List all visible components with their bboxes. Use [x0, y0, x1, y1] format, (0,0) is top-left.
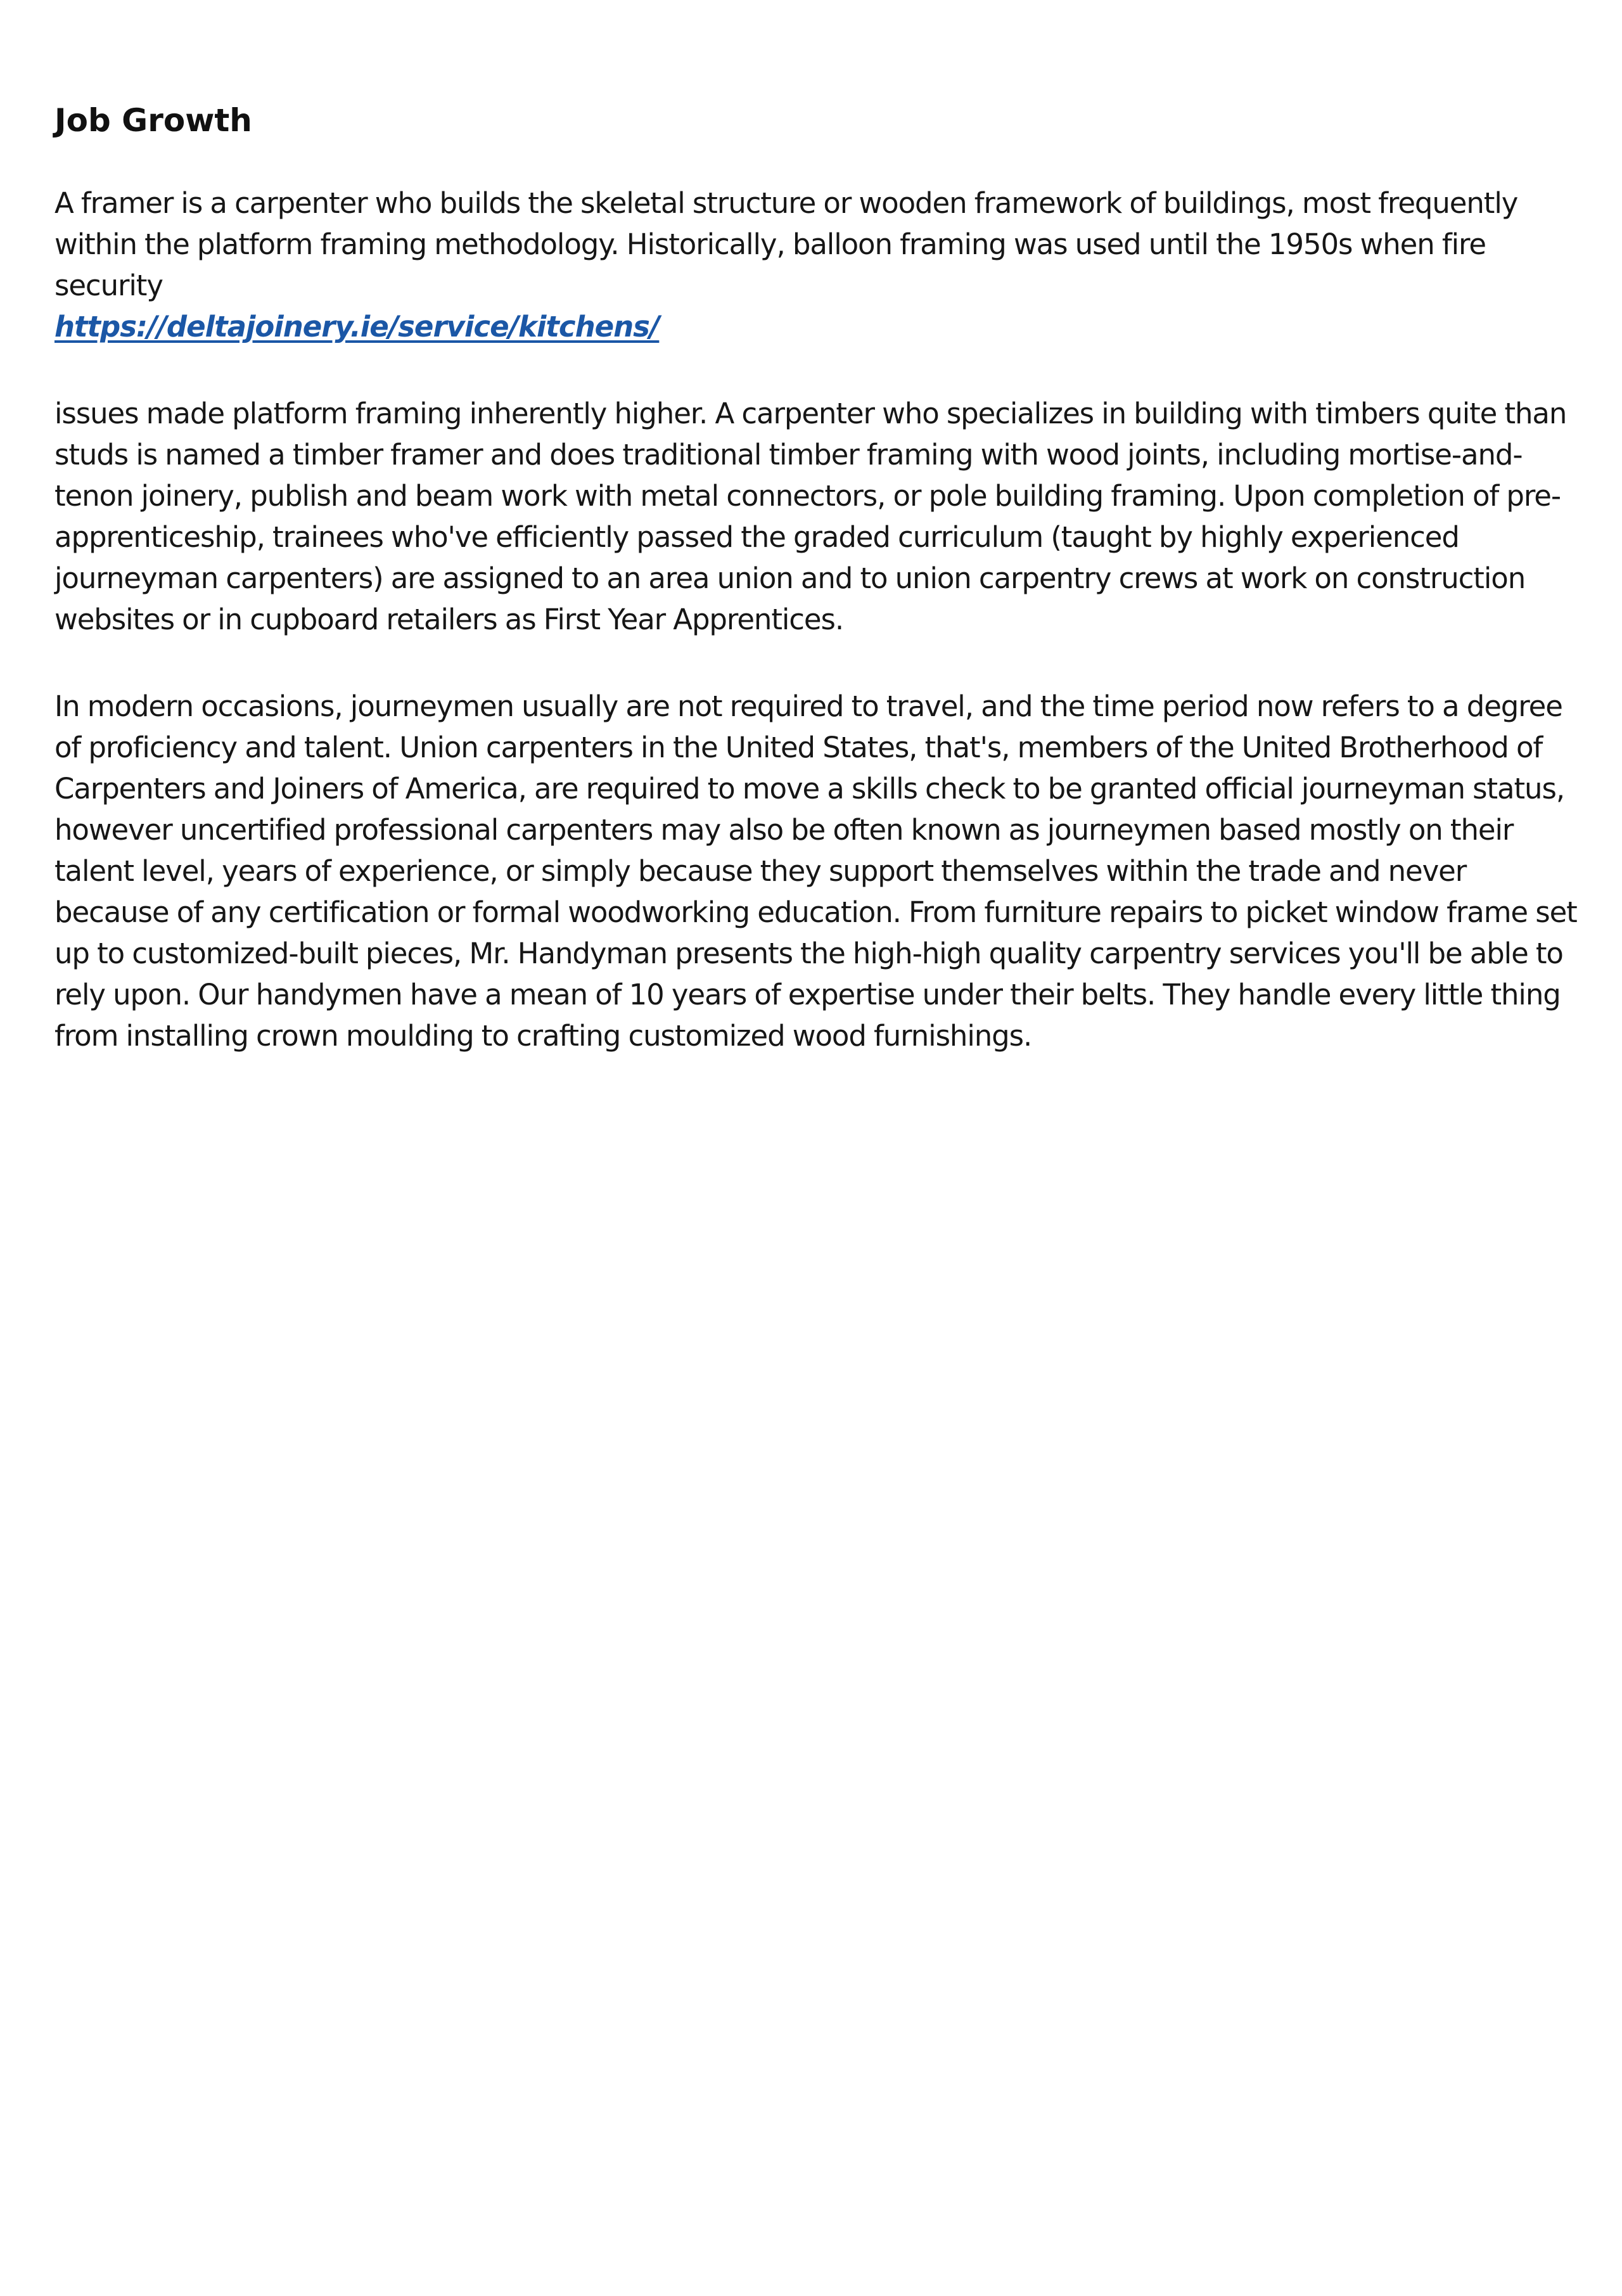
paragraph-intro-text: A framer is a carpenter who builds the skeletal structure or wooden framework of buildings, most frequently within the platform framing methodology. Historically, balloon framing was used until the 1950s when fire security [54, 186, 1518, 302]
page-title: Job Growth [54, 102, 252, 139]
paragraph-intro [54, 183, 1588, 347]
paragraph-journeymen: In modern occasions, journeymen usually are not required to travel, and the time period now refers to a degree of proficiency and talent. Union carpenters in the United States, that's, members of the United Brotherhood of Carpenters and Joiners of America, are required to move a skills check to be granted official journeyman status, however uncertified professional carpenters may also be often known as journeymen based mostly on their talent level, years of experience, or simply because they support themselves within the trade and never because of any certification or formal woodworking education. From furniture repairs to picket window frame set up to customized-built pieces, Mr. Handyman presents the high-high quality carpentry services you'll be able to rely upon. Our handymen have a mean of 10 years of expertise under their belts. They handle every little thing from installing crown moulding to crafting customized wood furnishings. [54, 689, 1577, 1053]
document-page [54, 95, 1588, 1056]
deltajoinery-link[interactable]: https://deltajoinery.ie/service/kitchens/ [54, 310, 660, 343]
paragraph-timber-framing: issues made platform framing inherently higher. A carpenter who specializes in building with timbers quite than studs is named a timber framer and does traditional timber framing with wood joints, including mortise-and-tenon joinery, publish and beam work with metal connectors, or pole building framing. Upon completion of pre-apprenticeship, trainees who've efficiently passed the graded curriculum (taught by highly experienced journeyman carpenters) are assigned to an area union and to union carpentry crews at work on construction websites or in cupboard retailers as First Year Apprentices. [54, 397, 1567, 636]
